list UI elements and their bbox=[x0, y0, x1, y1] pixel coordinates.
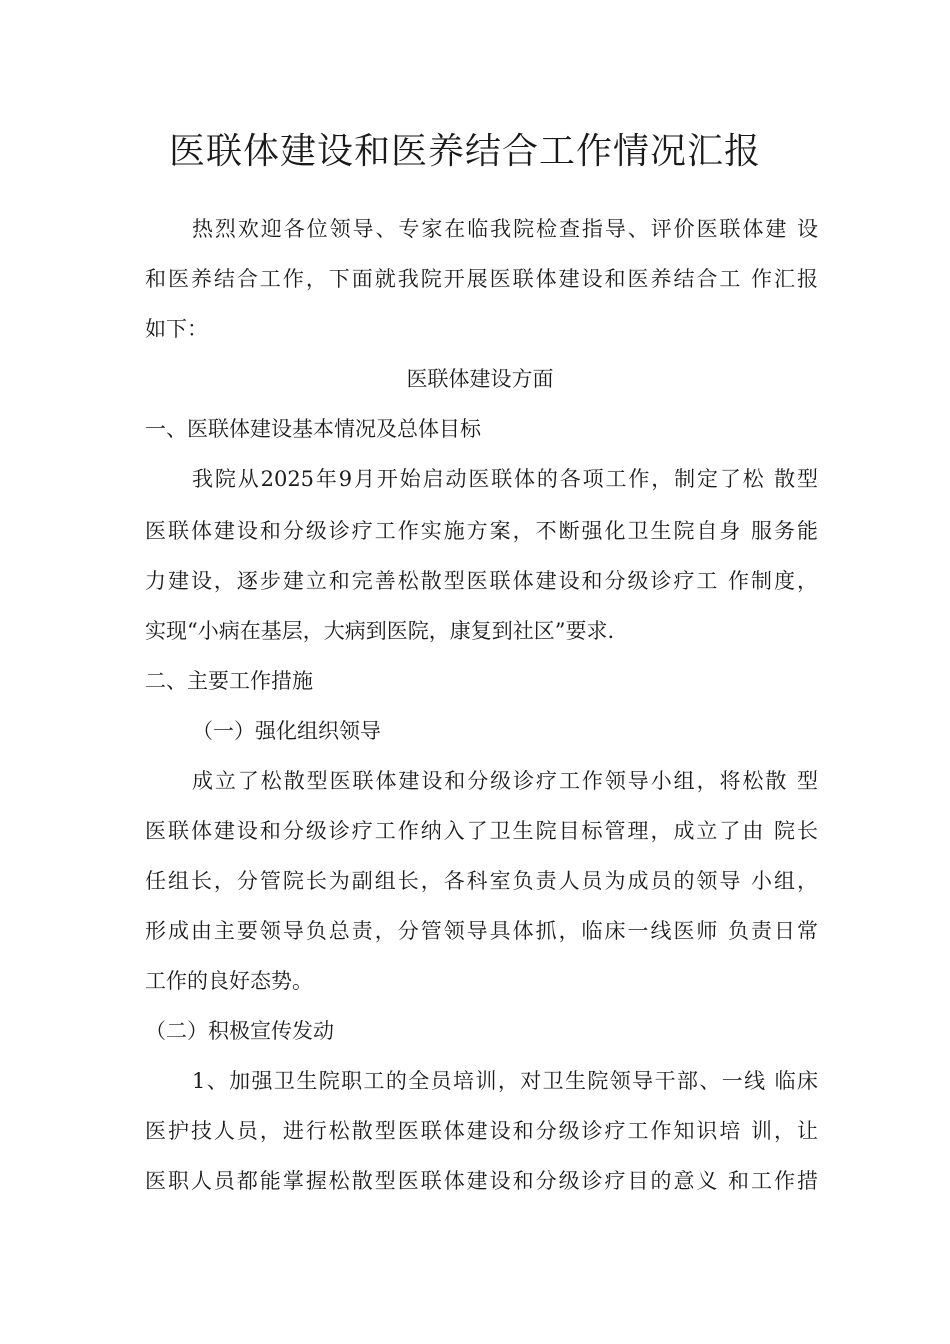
paragraph-line: 热烈欢迎各位领导、专家在临我院检查指导、评价医联体建 设 bbox=[192, 217, 818, 241]
paragraph-line: 力建设，逐步建立和完善松散型医联体建设和分级诊疗工 作制度， bbox=[145, 569, 818, 593]
subsection-heading: （一）强化组织领导 bbox=[192, 719, 381, 743]
paragraph-line: 1、加强卫生院职工的全员培训，对卫生院领导干部、一线 临床 bbox=[192, 1069, 818, 1093]
section-heading: 医联体建设方面 bbox=[406, 367, 554, 391]
paragraph-line: 医联体建设和分级诊疗工作纳入了卫生院目标管理，成立了由 院长 bbox=[145, 819, 818, 843]
subsection-heading: （二）积极宣传发动 bbox=[145, 1019, 334, 1043]
paragraph-line: 任组长，分管院长为副组长，各科室负责人员为成员的领导 小组， bbox=[145, 869, 818, 893]
paragraph-line: 实现“小病在基层，大病到医院，康复到社区”要求. bbox=[145, 619, 615, 643]
paragraph-line: 工作的良好态势。 bbox=[145, 969, 313, 993]
section-heading: 二、主要工作措施 bbox=[145, 669, 313, 693]
paragraph-line: 医护技人员，进行松散型医联体建设和分级诊疗工作知识培 训，让 bbox=[145, 1119, 818, 1143]
paragraph-line: 形成由主要领导负总责，分管领导具体抓，临床一线医师 负责日常 bbox=[145, 919, 818, 943]
section-heading: 一、医联体建设基本情况及总体目标 bbox=[145, 417, 481, 441]
paragraph-line: 医联体建设和分级诊疗工作实施方案，不断强化卫生院自身 服务能 bbox=[145, 519, 818, 543]
document-title: 医联体建设和医养结合工作情况汇报 bbox=[168, 131, 761, 172]
paragraph-line: 如下： bbox=[145, 317, 208, 341]
paragraph-line: 成立了松散型医联体建设和分级诊疗工作领导小组，将松散 型 bbox=[192, 769, 818, 793]
paragraph-line: 医职人员都能掌握松散型医联体建设和分级诊疗目的意义 和工作措 bbox=[145, 1169, 818, 1193]
paragraph-line: 我院从2025年9月开始启动医联体的各项工作，制定了松 散型 bbox=[192, 467, 818, 491]
paragraph-line: 和医养结合工作，下面就我院开展医联体建设和医养结合工 作汇报 bbox=[145, 267, 818, 291]
